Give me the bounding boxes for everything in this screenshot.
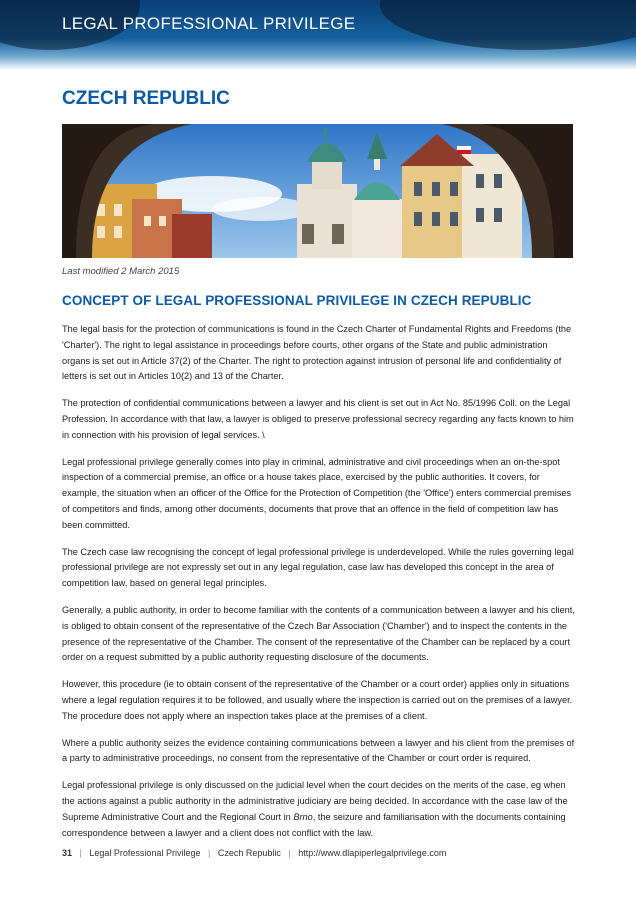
- footer-separator: |: [79, 848, 82, 858]
- banner-dome-decoration: [380, 0, 636, 50]
- footer-country: Czech Republic: [217, 848, 281, 858]
- section-title: CONCEPT OF LEGAL PROFESSIONAL PRIVILEGE IN CZECH REPUBLIC: [62, 293, 532, 308]
- paragraph: The Czech case law recognising the concept of legal professional privilege is underdeveloped. While the rules governing legal professional privilege are not expressly set out in any legal regulation, case law has developed this concept in the area of competition law, based on general legal principles.: [62, 546, 574, 589]
- page-number: 31: [62, 848, 73, 858]
- header-banner: [0, 0, 636, 70]
- paragraph: However, this procedure (ie to obtain consent of the representative of the Chamber or a court order) applies only in situations where a legal regulation requires it to be followed, and usually where the inspection is carried out on the premises of a lawyer. The procedure does not apply where an inspection takes place at the premises of a client.: [62, 679, 573, 721]
- footer-separator: |: [288, 848, 291, 858]
- paragraph: Where a public authority seizes the evidence containing communications between a lawyer and his client from the premises of a party to administrative proceedings, no consent from the representative of the Chamber or court order is required.: [62, 737, 575, 764]
- paragraph-text: , the seizure and familiarisation with the documents containing correspondence between a lawyer and a client does not conflict with the law.: [62, 811, 566, 838]
- city-name-italic: Brno: [293, 811, 313, 822]
- paragraph: Generally, a public authority, in order to become familiar with the contents of a communication between a lawyer and his client, is obliged to obtain consent of the representative of the Czech Bar Association ('Chamber') and to inspect the contents in the presence of the representative of the Chamber. The consent of the representative of the Chamber can be replaced by a court order on a request submitted by a public authority requesting disclosure of the documents.: [62, 604, 575, 663]
- paragraph: The legal basis for the protection of communications is found in the Czech Charter of Fundamental Rights and Freedoms (the 'Charter'). The right to legal assistance in proceedings before courts, other organs of the State and public administration organs is set out in Article 37(2) of the Charter. The right to protection against intrusion of personal life and confidentiality of letters is set out in Articles 10(2) and 13 of the Charter.: [62, 324, 572, 382]
- page-footer: [62, 848, 446, 858]
- paragraph-last: [62, 778, 576, 841]
- footer-publication: Legal Professional Privilege: [89, 848, 201, 858]
- paragraph: Legal professional privilege generally comes into play in criminal, administrative and civil proceedings when an on-the-spot inspection of a commercial premise, an office or a house takes place, exercised by the public authorities. It covers, for example, the situation when an officer of the Office for the Protection of Competition (the 'Office') enters commercial premises of competitors and finds, among other documents, documents that prove that an offence in the field of competition law has been committed.: [62, 456, 572, 530]
- banner-title: LEGAL PROFESSIONAL PRIVILEGE: [62, 14, 356, 33]
- footer-url-link[interactable]: http://www.dlapiperlegalprivilege.com: [298, 848, 447, 858]
- paragraph-text: Legal professional privilege is only discussed on the judicial level when the court decides on the merits of the case, eg when the actions against a public authority in the administrative judiciary are being decided. In accordance with the case law of the Supreme Administrative Court and the Regional Court in: [62, 780, 568, 822]
- body-text: [62, 322, 576, 852]
- footer-separator: |: [207, 848, 211, 858]
- paragraph: The protection of confidential communications between a lawyer and his client is set out in Act No. 85/1996 Coll. on the Legal Profession. In accordance with that law, a lawyer is obliged to preserve professional secrecy regarding any facts known to him in connection with his provision of legal services. \: [62, 398, 574, 440]
- header-photo: [62, 124, 573, 258]
- country-heading: CZECH REPUBLIC: [62, 88, 230, 109]
- last-modified-date: Last modified 2 March 2015: [62, 266, 180, 277]
